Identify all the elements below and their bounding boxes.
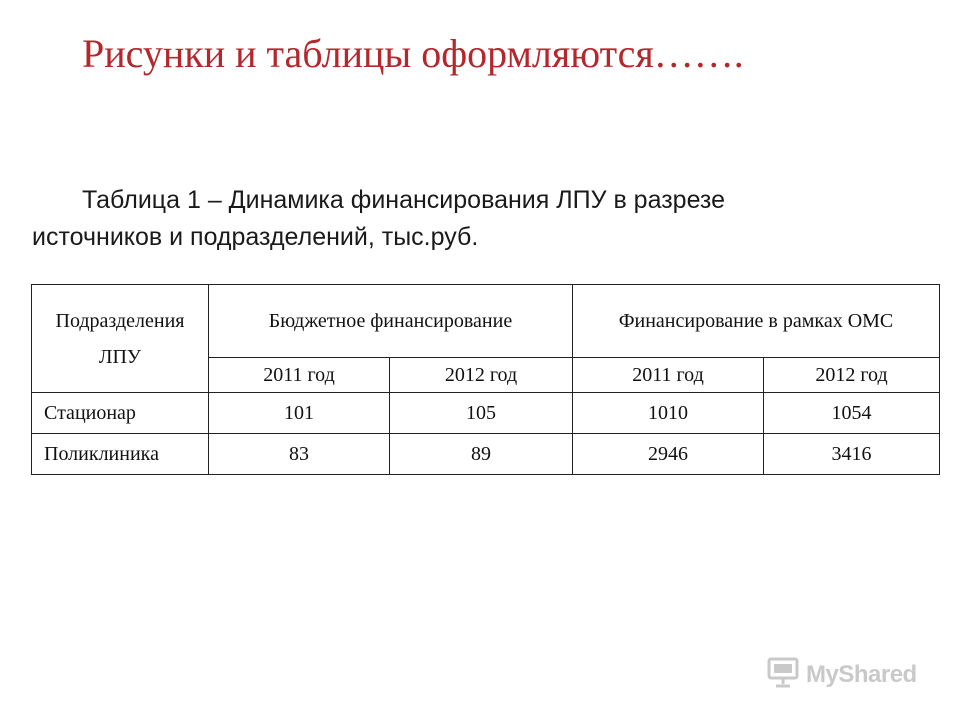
header-budget-financing: Бюджетное финансирование: [209, 285, 573, 358]
myshared-watermark[interactable]: [766, 656, 917, 693]
header-year: 2011 год: [573, 358, 764, 393]
presentation-board-icon: [766, 656, 800, 693]
table-cell: 101: [209, 393, 390, 434]
header-year: 2012 год: [764, 358, 940, 393]
slide-title: Рисунки и таблицы оформляются…….: [82, 31, 744, 76]
table-cell: 1010: [573, 393, 764, 434]
financing-table: [31, 284, 940, 475]
row-label: Стационар: [32, 393, 209, 434]
table-row: [32, 393, 940, 434]
header-oms-financing: Финансирование в рамках ОМС: [573, 285, 940, 358]
table-caption: Таблица 1 – Динамика финансирования ЛПУ в разрезе источников и подразделений, тыс.руб.: [32, 186, 726, 251]
table-row: [32, 434, 940, 475]
table-cell: 1054: [764, 393, 940, 434]
header-year: 2012 год: [390, 358, 573, 393]
table-cell: 3416: [764, 434, 940, 475]
watermark-text: MyShared: [806, 660, 917, 688]
table-header-row: [32, 285, 940, 358]
row-label: Поликлиника: [32, 434, 209, 475]
header-department: Подразделения ЛПУ: [32, 285, 209, 393]
table-cell: 89: [390, 434, 573, 475]
table-cell: 105: [390, 393, 573, 434]
table-cell: 2946: [573, 434, 764, 475]
table-cell: 83: [209, 434, 390, 475]
header-year: 2011 год: [209, 358, 390, 393]
